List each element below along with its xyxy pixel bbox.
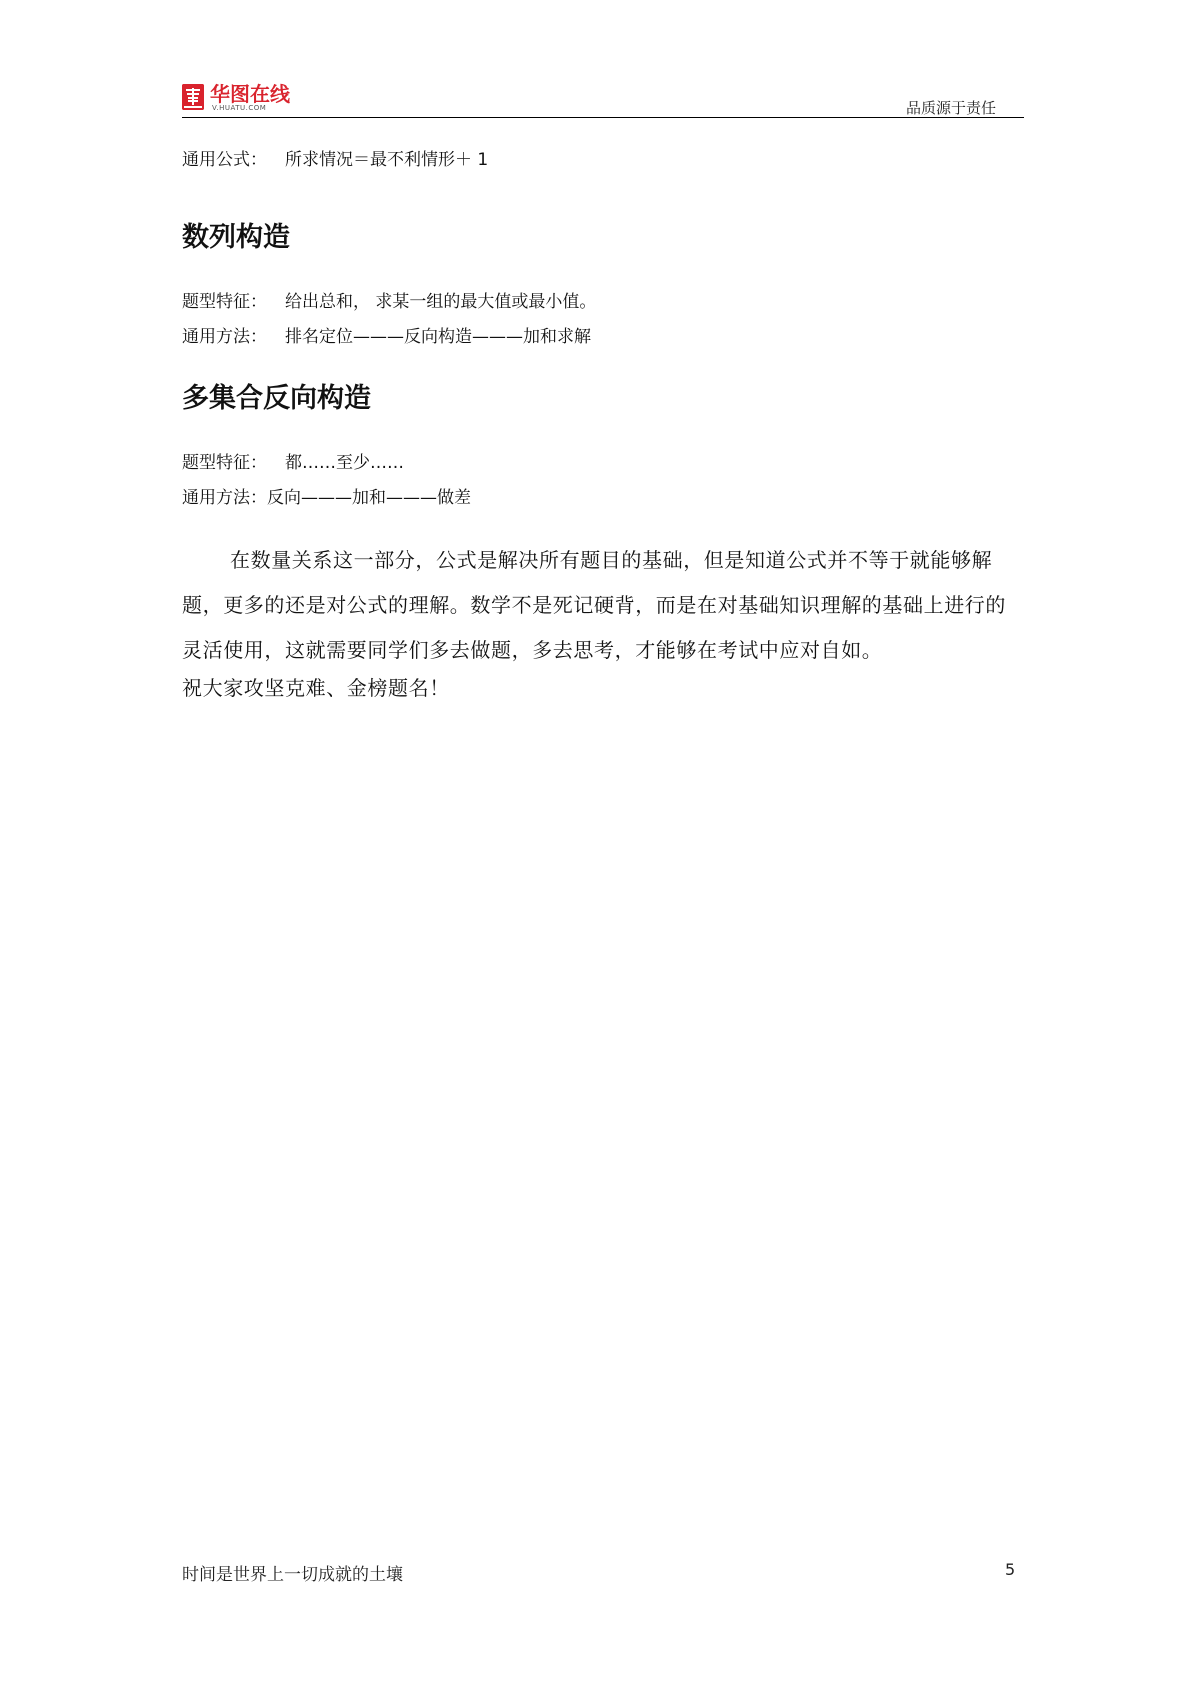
- section-method-line: [182, 325, 1012, 349]
- method-value: 排名定位———反向构造———加和求解: [285, 327, 591, 347]
- section-feature-line: [182, 290, 1012, 314]
- logo-name: 华图在线: [210, 82, 290, 106]
- logo-text: [210, 84, 290, 112]
- method-value: 反向———加和———做差: [267, 488, 471, 508]
- logo-mark-icon: [182, 84, 204, 110]
- page-header: [182, 82, 1024, 118]
- formula-label: 通用公式：: [182, 150, 267, 170]
- footer-motto: 时间是世界上一切成就的土壤: [182, 1565, 403, 1585]
- header-divider: [182, 117, 1024, 118]
- method-label: 通用方法：: [182, 327, 267, 347]
- section-feature-line: [182, 451, 1012, 475]
- feature-value: 给出总和， 求某一组的最大值或最小值。: [285, 292, 597, 312]
- section-method-line: [182, 486, 1012, 510]
- page-number: 5: [1005, 1560, 1016, 1579]
- section-heading-multiset: 多集合反向构造: [182, 383, 371, 414]
- header-slogan: 品质源于责任: [905, 99, 996, 117]
- section-heading-sequence: 数列构造: [182, 222, 290, 253]
- huatu-logo: [182, 84, 290, 112]
- closing-wish: 祝大家攻坚克难、金榜题名！: [182, 676, 450, 700]
- page-content: [182, 148, 1012, 703]
- logo-url: V.HUATU.COM: [212, 104, 267, 112]
- method-label: 通用方法：: [182, 488, 267, 508]
- formula-value: 所求情况＝最不利情形＋ 1: [285, 150, 489, 170]
- feature-value: 都……至少……: [285, 453, 404, 473]
- feature-label: 题型特征：: [182, 292, 267, 312]
- feature-label: 题型特征：: [182, 453, 267, 473]
- summary-paragraph: 在数量关系这一部分，公式是解决所有题目的基础，但是知道公式并不等于就能够解题，更多的还是对公式的理解。数学不是死记硬背，而是在对基础知识理解的基础上进行的灵活使用，这就需要同学们多去做题，多去思考，才能够在考试中应对自如。: [182, 548, 1006, 662]
- formula-line: [182, 148, 1012, 172]
